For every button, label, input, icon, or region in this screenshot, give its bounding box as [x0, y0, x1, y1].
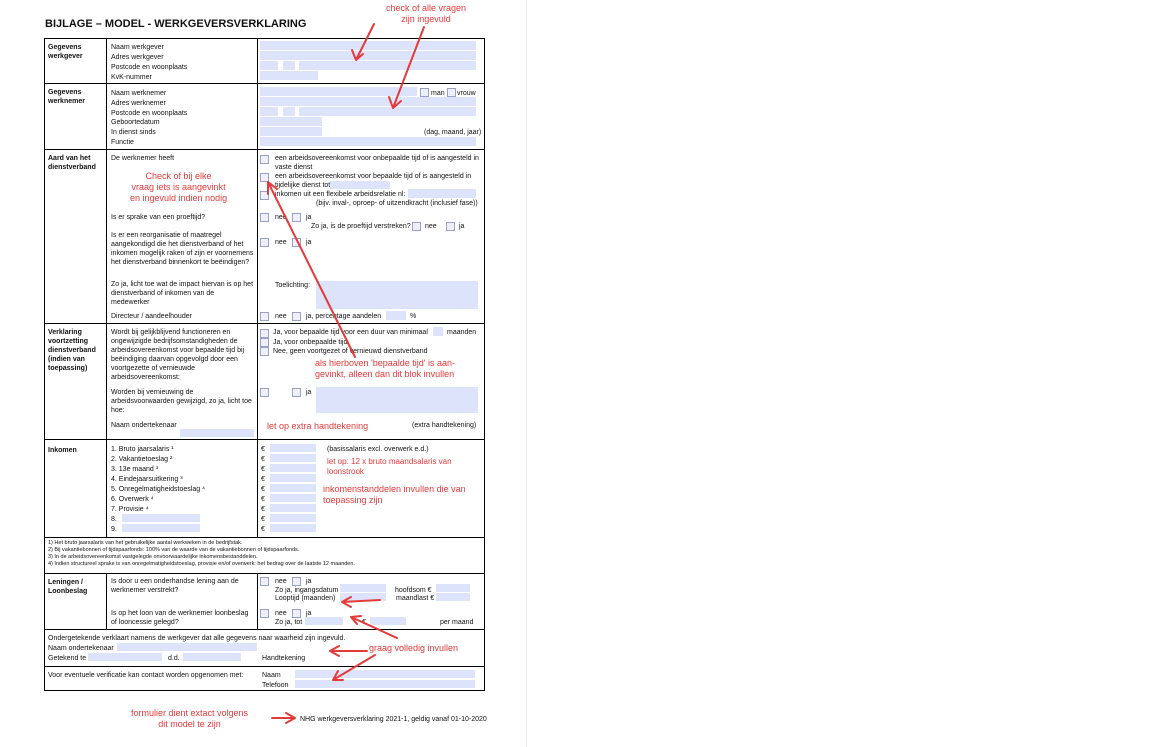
field-label: Naam werkgever	[111, 44, 164, 51]
vrouw-label: vrouw	[457, 90, 476, 97]
euro-sign: €	[261, 446, 265, 453]
field-label: Postcode en woonplaats	[111, 64, 188, 71]
nee-label: nee	[275, 578, 287, 585]
maandlast-label: maandlast €	[396, 595, 435, 602]
inkomen-item: 1. Bruto jaarsalaris ¹	[111, 446, 174, 453]
euro-sign: €	[261, 516, 265, 523]
inkomen-item: 3. 13e maand ³	[111, 466, 159, 473]
arrow-7	[333, 655, 375, 680]
annotation-check-vragen: check of alle vragen zijn ingevuld	[386, 3, 467, 24]
euro-sign: €	[261, 526, 265, 533]
euro-sign: €	[261, 496, 265, 503]
field-label: Functie	[111, 139, 134, 146]
extra-handtekening-label: (extra handtekening)	[412, 422, 477, 429]
inkomen-item: 2. Vakantietoeslag ²	[111, 456, 173, 463]
footnote: 1) Het bruto jaarsalaris van het gebruikelijke aantal werkweken in de bedrijfstak.	[48, 540, 243, 546]
impact-question: Zo ja, licht toe wat de impact hiervan is op het dienstverband of inkomen van de medewerker	[111, 281, 254, 306]
man-label: man	[431, 90, 445, 97]
annotation-inkomensdelen: inkomenstanddelen invullen die van toepassing zijn	[323, 484, 466, 505]
field-label: Adres werknemer	[111, 100, 166, 107]
arrow-5	[351, 616, 397, 638]
handtekening-label: Handtekening	[262, 655, 306, 662]
euro-sign: €	[362, 619, 366, 626]
inkomen-item: 5. Onregelmatigheidstoeslag ⁴	[111, 486, 206, 493]
ja-label: ja	[306, 610, 312, 617]
option-bepaalde-tijd: een arbeidsovereenkomst voor bepaalde tijd of is aangesteld in tijdelijke dienst tot	[275, 173, 472, 189]
field-label: Adres werkgever	[111, 54, 164, 61]
basissalaris-note: (basissalaris excl. overwerk e.d.)	[327, 446, 429, 453]
ja-label: ja	[306, 239, 312, 246]
nee-label: nee	[275, 610, 287, 617]
verificatie-telefoon-label: Telefoon	[262, 682, 289, 689]
dga-ja-label: ja, percentage aandelen	[306, 313, 382, 320]
toelichting-label: Toelichting:	[275, 282, 311, 289]
intro-label: De werknemer heeft	[111, 155, 175, 162]
nee-label: nee	[275, 313, 287, 320]
voortzetting-question: Wordt bij gelijkblijvend functioneren en ongewijzigde bedrijfsomstandigheden de arbeidsovereenkomst voor bepaalde tijd bij beëindiging daarvan opgevolgd door een voortgezette of vernieuwde arbeidsovereenkomst:	[111, 329, 245, 381]
section-heading-dienstverband: Aard van het dienstverband	[48, 155, 96, 171]
arrow-8	[272, 713, 295, 723]
field-label: Postcode en woonplaats	[111, 110, 188, 117]
nee-label: nee	[275, 239, 287, 246]
annotation-maandsalaris: let op: 12 x bruto maandsalaris van loonstrook	[327, 457, 452, 476]
euro-sign: €	[261, 486, 265, 493]
annotation-extra-handtekening: let op extra handtekening	[267, 421, 369, 431]
lening-question: Is door u een onderhandse lening aan de werknemer verstrekt?	[111, 578, 239, 594]
naam-ondertekenaar-label: Naam ondertekenaar	[111, 422, 177, 429]
euro-sign: €	[261, 466, 265, 473]
verificatie-label: Voor eventuele verificatie kan contact worden opgenomen met:	[48, 672, 244, 679]
form-footer: NHG werkgeversverklaring 2021-1, geldig vanaf 01-10-2020	[300, 716, 487, 723]
section-heading-voortzetting: Verklaring voortzetting dienstverband (indien van toepassing)	[48, 329, 96, 372]
form-title: BIJLAGE – MODEL - WERKGEVERSVERKLARING	[45, 18, 307, 30]
proeftijd-question: Is er sprake van een proeftijd?	[111, 214, 206, 221]
arrow-3	[268, 182, 355, 357]
arrow-6	[330, 646, 367, 656]
dga-question: Directeur / aandeelhouder	[111, 313, 192, 320]
annotation-arrows	[0, 0, 526, 747]
declaration-text: Ondergetekende verklaart namens de werkgever dat alle gegevens naar waarheid zijn ingevuld.	[48, 635, 346, 642]
option-onbepaalde-tijd: een arbeidsovereenkomst voor onbepaalde tijd of is aangesteld in vaste dienst	[275, 155, 479, 171]
wijziging-question: Worden bij vernieuwing de arbeidsvoorwaarden gewijzigd, zo ja, licht toe hoe:	[111, 389, 252, 414]
section-heading-leningen: Leningen / Loonbeslag	[48, 579, 88, 595]
ja-label: ja	[459, 223, 465, 230]
euro-sign: €	[261, 456, 265, 463]
reorganisatie-question: Is er een reorganisatie of maatregel aangekondigd die het dienstverband of het inkomen mogelijk raken of zijn er voornemens het dienstverband binnenkort te beëindigen?	[111, 232, 254, 266]
annotation-volledig-invullen: graag volledig invullen	[369, 643, 459, 653]
maanden-label: maanden	[447, 329, 477, 336]
footnote: 4) Indien structureel sprake is van onregelmatigheidstoeslag, provisie en/of overwerk: het bedrag over de laatste 12 maanden.	[48, 561, 355, 567]
section-heading-werknemer: Gegevens werknemer	[48, 89, 85, 105]
field-label: In dienst sinds	[111, 129, 156, 136]
looptijd-label: Looptijd (maanden)	[275, 595, 336, 602]
field-label: KvK-nummer	[111, 74, 152, 81]
annotation-bepaalde-tijd: als hierboven 'bepaalde tijd' is aan- gevinkt, alleen dan dit blok invullen	[315, 358, 456, 379]
ja-label: ja	[306, 389, 312, 396]
option-onbepaalde-tijd-voortzetting: Ja, voor onbepaalde tijd	[273, 339, 348, 346]
euro-sign: €	[261, 506, 265, 513]
hoofdsom-label: hoofdsom €	[395, 587, 432, 594]
arrow-1	[352, 24, 374, 60]
inkomen-item: 6. Overwerk ⁴	[111, 496, 154, 503]
verificatie-naam-label: Naam	[262, 672, 281, 679]
ingangsdatum-label: Zo ja, ingangsdatum	[275, 587, 339, 594]
ja-label: ja	[306, 214, 312, 221]
arrow-2	[389, 27, 424, 108]
section-heading-inkomen: Inkomen	[48, 447, 77, 454]
percent-label: %	[410, 313, 417, 320]
field-label: Naam werknemer	[111, 90, 167, 97]
dd-label: d.d.	[168, 655, 180, 662]
section-heading-werkgever: Gegevens werkgever	[48, 44, 83, 60]
inkomen-item: 4. Eindejaarsuitkering ³	[111, 476, 183, 483]
inkomen-item: 7. Provisie ⁴	[111, 506, 149, 513]
annotation-check-aangevinkt: Check of bij elke vraag iets is aangevinkt en ingevuld indien nodig	[130, 171, 228, 203]
option-bepaalde-duur: Ja, voor bepaalde tijd voor een duur van minimaal	[273, 329, 428, 336]
zoja-tot-label: Zo ja, tot	[275, 619, 303, 626]
footnote: 3) In de arbeidsovereenkomst vastgelegde onvoorwaardelijke inkomensbestanddelen.	[48, 554, 258, 560]
getekend-te-label: Getekend te	[48, 655, 87, 662]
option-geen-voortzetting: Nee, geen voortgezet of vernieuwd dienstverband	[273, 348, 428, 355]
proeftijd-followup: Zo ja, is de proeftijd verstreken?	[311, 223, 411, 230]
field-label: Geboortedatum	[111, 119, 160, 126]
nee-label: nee	[275, 214, 287, 221]
date-hint: (dag, maand, jaar)	[424, 129, 482, 136]
flexibel-hint: (bijv. inval-, oproep- of uitzendkracht (inclusief fase))	[316, 200, 478, 207]
option-flexibel: inkomen uit een flexibele arbeidsrelatie nl:	[275, 191, 406, 198]
footnote: 2) Bij vakantiebonnen of tijdspaarfonds: 100% van de waarde van de vakantiebonnen of tijdspaarfonds.	[48, 547, 300, 553]
arrow-4	[342, 597, 380, 607]
annotation-model-exact: formulier dient extact volgens dit model te zijn	[131, 708, 249, 729]
ja-label: ja	[306, 578, 312, 585]
naam-ondertekenaar-label: Naam ondertekenaar	[48, 645, 114, 652]
inkomen-item: 8.	[111, 516, 117, 523]
loonbeslag-question: Is op het loon van de werknemer loonbeslag of looncessie gelegd?	[111, 610, 249, 626]
per-maand-label: per maand	[440, 619, 474, 626]
euro-sign: €	[261, 476, 265, 483]
nee-label: nee	[425, 223, 437, 230]
inkomen-item: 9.	[111, 526, 117, 533]
